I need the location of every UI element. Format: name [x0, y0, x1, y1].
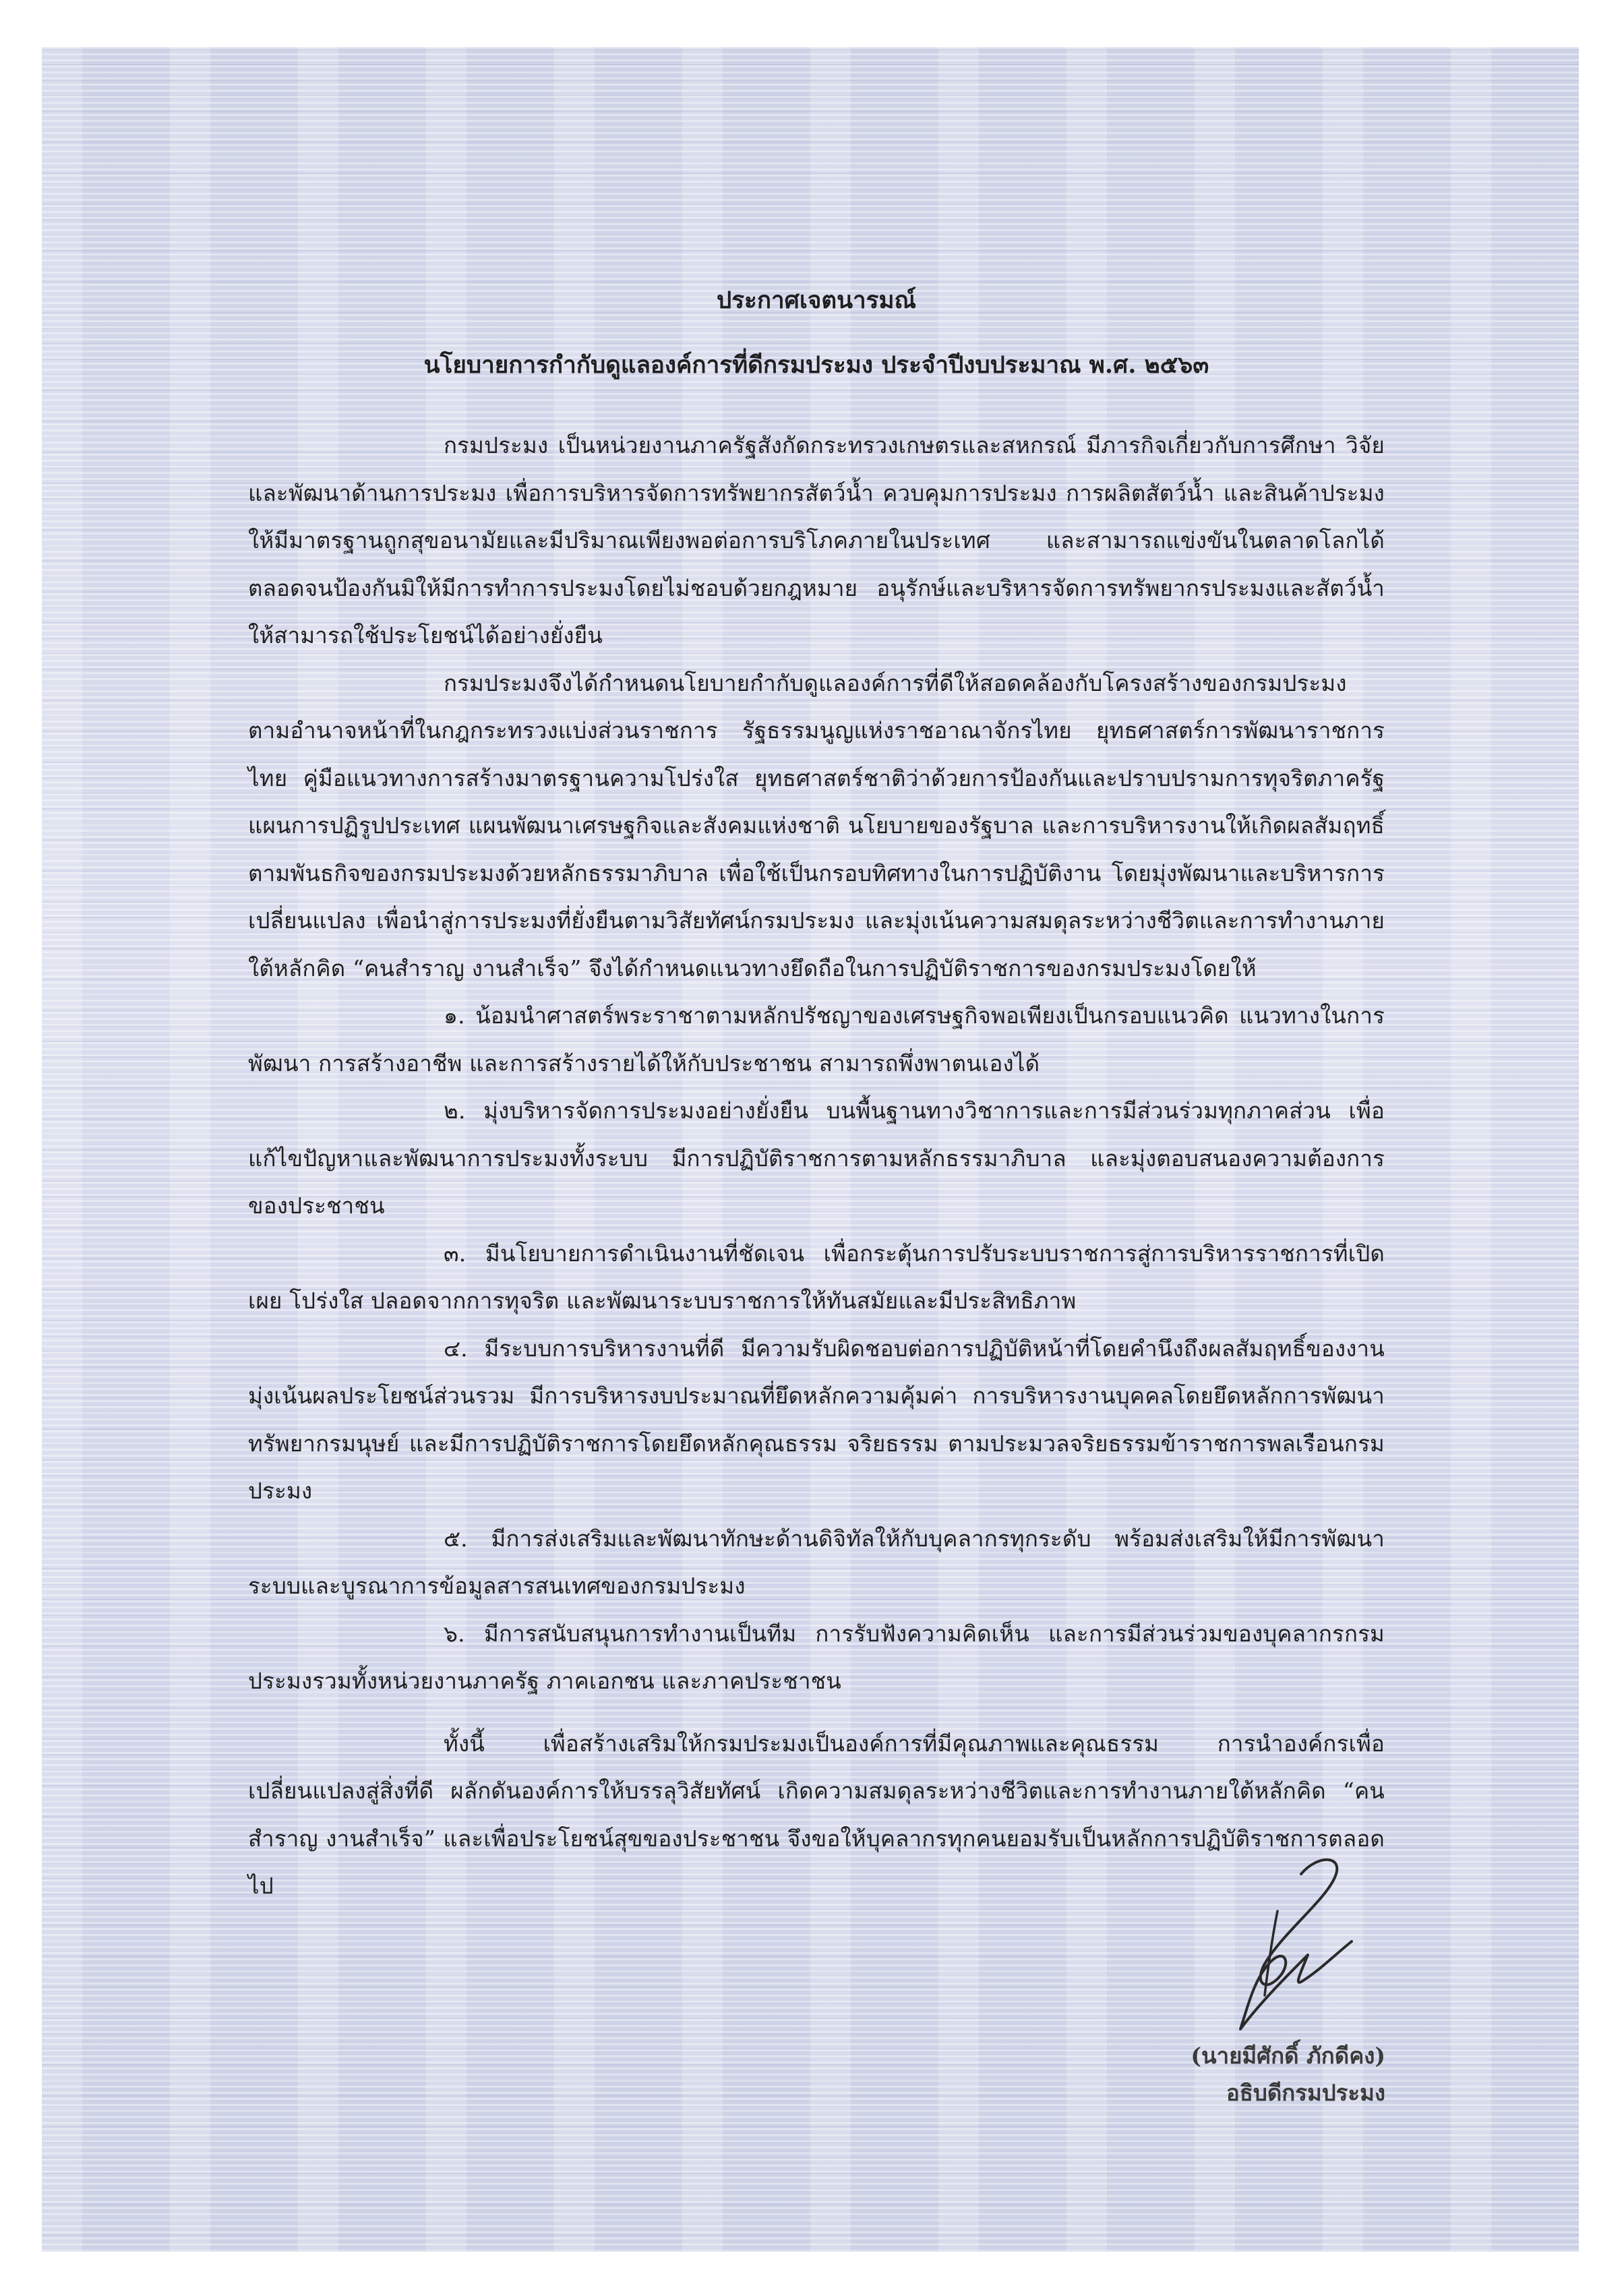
document-title: ประกาศเจตนารมณ์: [717, 286, 916, 314]
policy-item-5: ๕. มีการส่งเสริมและพัฒนาทักษะด้านดิจิทัลให้กับบุคลากรทุกระดับ พร้อมส่งเสริมให้มีการพัฒนาระบบและบูรณาการข้อมูลสารสนเทศของกรมประมง: [248, 1525, 1385, 1599]
document-subtitle: นโยบายการกำกับดูแลองค์การที่ดีกรมประมง ประจำปีงบประมาณ พ.ศ. ๒๕๖๓: [423, 351, 1209, 379]
policy-item-2: ๒. มุ่งบริหารจัดการประมงอย่างยั่งยืน บนพื้นฐานทางวิชาการและการมีส่วนร่วมทุกภาคส่วน เพื่อแก้ไขปัญหาและพัฒนาการประมงทั้งระบบ มีการปฏิบัติราชการตามหลักธรรมาภิบาล และมุ่งตอบสนองความต้องการของประชาชน: [248, 1097, 1385, 1219]
signatory-name: (นายมีศักดิ์ ภักดีคง): [1191, 2043, 1385, 2069]
paragraph-intro: กรมประมง เป็นหน่วยงานภาครัฐสังกัดกระทรวงเกษตรและสหกรณ์ มีภารกิจเกี่ยวกับการศึกษา วิจัย และพัฒนาด้านการประมง เพื่อการบริหารจัดการทรัพยากรสัตว์น้ำ ควบคุมการประมง การผลิตสัตว์น้ำ และสินค้าประมงให้มีมาตรฐานถูกสุขอนามัยและมีปริมาณเพียงพอต่อการบริโภคภายในประเทศ และสามารถแข่งขันในตลาดโลกได้ ตลอดจนป้องกันมิให้มีการทำการประมงโดยไม่ชอบด้วยกฎหมาย อนุรักษ์และบริหารจัดการทรัพยากรประมงและสัตว์น้ำให้สามารถใช้ประโยชน์ได้อย่างยั่งยืน: [248, 432, 1385, 648]
paragraph-closing: ทั้งนี้ เพื่อสร้างเสริมให้กรมประมงเป็นองค์การที่มีคุณภาพและคุณธรรม การนำองค์กรเพื่อเปลี่ยนแปลงสู่สิ่งที่ดี ผลักดันองค์การให้บรรลุวิสัยทัศน์ เกิดความสมดุลระหว่างชีวิตและการทำงานภายใต้หลักคิด “คนสำราญ งานสำเร็จ” และเพื่อประโยชน์สุขของประชาชน จึงขอให้บุคลากรทุกคนยอมรับเป็นหลักการปฏิบัติราชการตลอดไป: [248, 1730, 1385, 1899]
document-body: [248, 283, 1385, 1910]
policy-item-1: ๑. น้อมนำศาสตร์พระราชาตามหลักปรัชญาของเศรษฐกิจพอเพียงเป็นกรอบแนวคิด แนวทางในการพัฒนา การสร้างอาชีพ และการสร้างรายได้ให้กับประชาชน สามารถพึ่งพาตนเองได้: [248, 1002, 1385, 1077]
policy-item-3: ๓. มีนโยบายการดำเนินงานที่ชัดเจน เพื่อกระตุ้นการปรับระบบราชการสู่การบริหารราชการที่เปิดเผย โปร่งใส ปลอดจากการทุจริต และพัฒนาระบบราชการให้ทันสมัยและมีประสิทธิภาพ: [248, 1240, 1385, 1314]
paragraph-policy: กรมประมงจึงได้กำหนดนโยบายกำกับดูแลองค์การที่ดีให้สอดคล้องกับโครงสร้างของกรมประมงตามอำนาจหน้าที่ในกฎกระทรวงแบ่งส่วนราชการ รัฐธรรมนูญแห่งราชอาณาจักรไทย ยุทธศาสตร์การพัฒนาราชการไทย คู่มือแนวทางการสร้างมาตรฐานความโปร่งใส ยุทธศาสตร์ชาติว่าด้วยการป้องกันและปราบปรามการทุจริตภาครัฐ แผนการปฏิรูปประเทศ แผนพัฒนาเศรษฐกิจและสังคมแห่งชาติ นโยบายของรัฐบาล และการบริหารงานให้เกิดผลสัมฤทธิ์ตามพันธกิจของกรมประมงด้วยหลักธรรมาภิบาล เพื่อใช้เป็นกรอบทิศทางในการปฏิบัติงาน โดยมุ่งพัฒนาและบริหารการเปลี่ยนแปลง เพื่อนำสู่การประมงที่ยั่งยืนตามวิสัยทัศน์กรมประมง และมุ่งเน้นความสมดุลระหว่างชีวิตและการทำงานภายใต้หลักคิด “คนสำราญ งานสำเร็จ” จึงได้กำหนดแนวทางยึดถือในการปฏิบัติราชการของกรมประมงโดยให้: [248, 669, 1385, 981]
handwritten-signature: [1200, 1847, 1362, 2049]
signatory-position: อธิบดีกรมประมง: [1226, 2080, 1385, 2106]
policy-item-4: ๔. มีระบบการบริหารงานที่ดี มีความรับผิดชอบต่อการปฏิบัติหน้าที่โดยคำนึงถึงผลสัมฤทธิ์ของงาน มุ่งเน้นผลประโยชน์ส่วนรวม มีการบริหารงบประมาณที่ยึดหลักความคุ้มค่า การบริหารงานบุคคลโดยยึดหลักการพัฒนาทรัพยากรมนุษย์ และมีการปฏิบัติราชการโดยยึดหลักคุณธรรม จริยธรรม ตามประมวลจริยธรรมข้าราชการพลเรือนกรมประมง: [248, 1335, 1385, 1504]
policy-item-6: ๖. มีการสนับสนุนการทำงานเป็นทีม การรับฟังความคิดเห็น และการมีส่วนร่วมของบุคลากรกรมประมงรวมทั้งหน่วยงานภาครัฐ ภาคเอกชน และภาคประชาชน: [248, 1620, 1385, 1694]
